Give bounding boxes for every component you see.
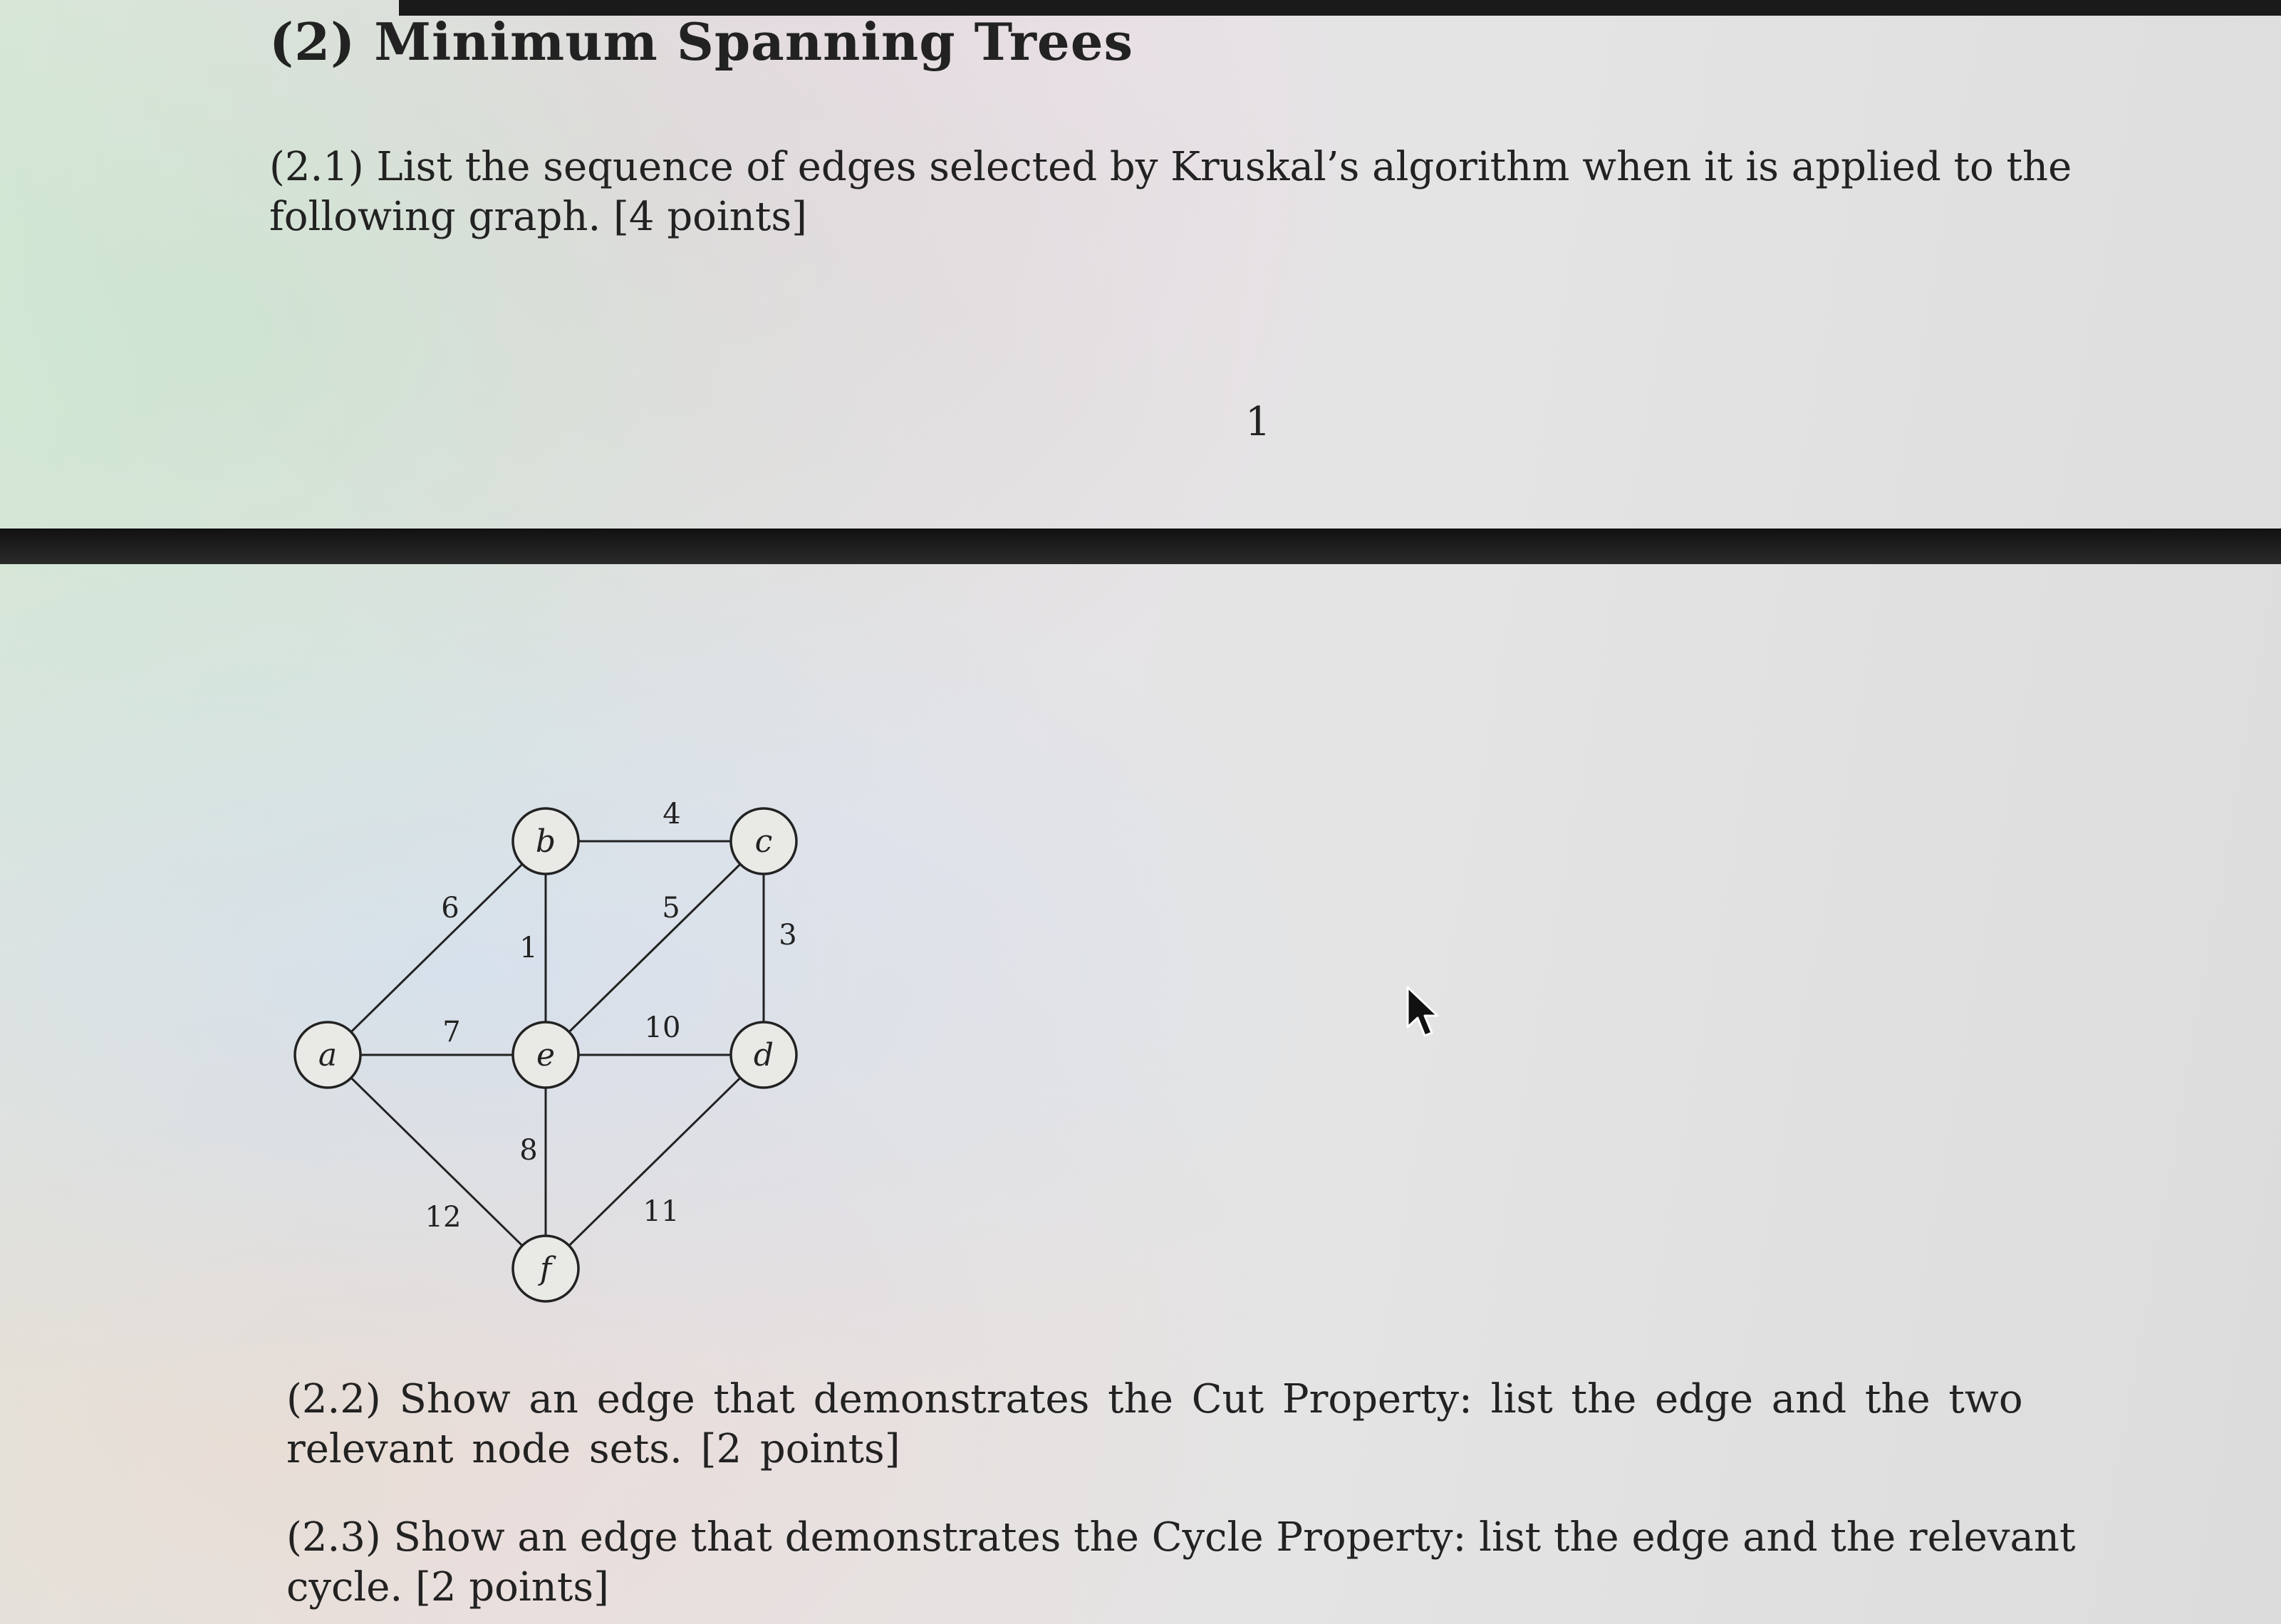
weight-b-e: 1 bbox=[519, 932, 538, 964]
edge-f-d bbox=[546, 1055, 764, 1269]
question-2-2: (2.2) Show an edge that demonstrates the Cut Property: list the edge and the two relevant node sets. [2 points] bbox=[286, 1376, 2023, 1472]
weight-e-c: 5 bbox=[662, 892, 680, 925]
mouse-pointer-icon bbox=[1405, 986, 1448, 1043]
node-f-label: f bbox=[539, 1251, 552, 1287]
node-c-label: c bbox=[754, 823, 773, 860]
edge-a-f bbox=[328, 1055, 546, 1269]
page-top bbox=[0, 0, 2281, 529]
weight-f-d: 11 bbox=[643, 1195, 680, 1228]
weight-a-f: 12 bbox=[425, 1201, 462, 1234]
question-2-3: (2.3) Show an edge that demonstrates the Cycle Property: list the edge and the relevant cycle. [2 points] bbox=[286, 1514, 2076, 1610]
weight-e-f: 8 bbox=[519, 1134, 538, 1167]
weight-e-d: 10 bbox=[644, 1011, 681, 1044]
weight-b-c: 4 bbox=[663, 798, 681, 831]
weight-c-d: 3 bbox=[779, 919, 797, 952]
node-e-label: e bbox=[536, 1037, 556, 1073]
node-a-label: a bbox=[318, 1037, 338, 1073]
weight-a-e: 7 bbox=[442, 1016, 461, 1048]
weight-a-b: 6 bbox=[441, 892, 459, 925]
page-divider bbox=[0, 529, 2281, 564]
edge-a-b bbox=[328, 841, 546, 1055]
node-d-label: d bbox=[753, 1037, 774, 1073]
page-number: 1 bbox=[1245, 399, 1271, 445]
node-b-label: b bbox=[535, 823, 556, 860]
question-2-1: (2.1) List the sequence of edges selected by Kruskal’s algorithm when it is applied to the following graph. [4 points] bbox=[269, 144, 2072, 240]
section-title: (2) Minimum Spanning Trees bbox=[269, 11, 1134, 72]
mst-graph bbox=[278, 784, 819, 1325]
